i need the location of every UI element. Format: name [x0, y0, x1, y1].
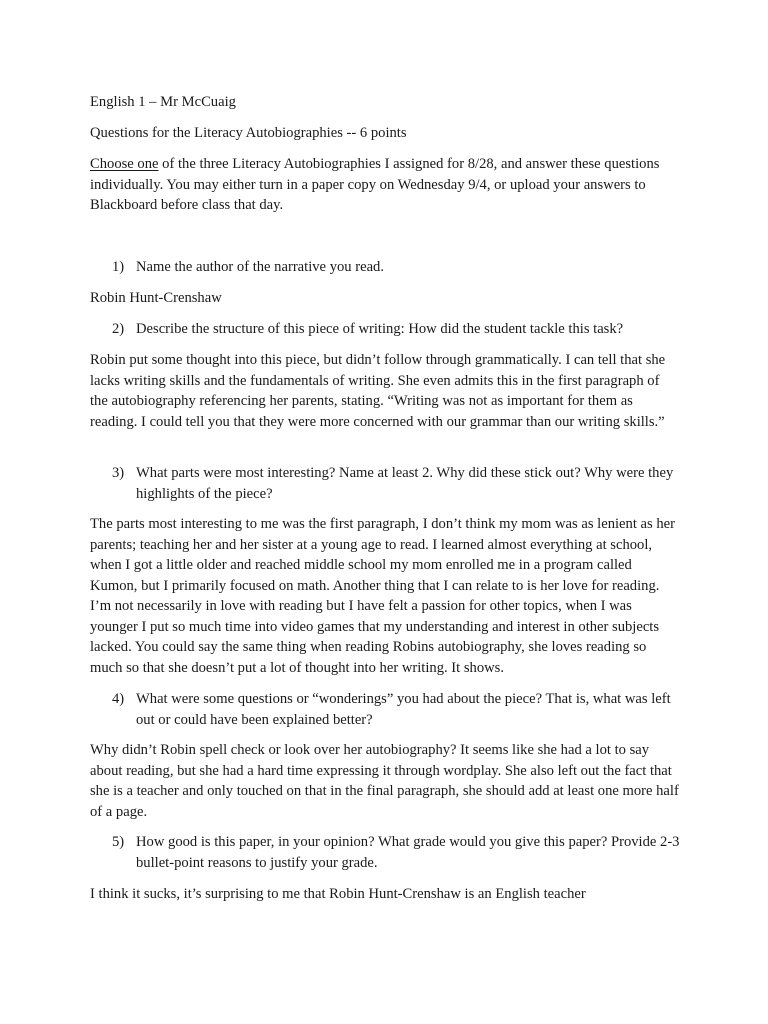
- assignment-title: Questions for the Literacy Autobiographies -- 6 points: [90, 125, 407, 141]
- answer-text: Why didn’t Robin spell check or look over her autobiography? It seems like she had a lot to say about reading, but she had a hard time expressing it through wordplay. She also left out the fact that she is a teacher and only touched on that in the final paragraph, she should add at least one more half of a page.: [90, 742, 679, 820]
- question-text: What were some questions or “wonderings” you had about the piece? That is, what was left out or could have been explained better?: [136, 691, 671, 728]
- question-number: 4): [112, 691, 125, 707]
- question-number: 3): [112, 465, 125, 481]
- question-text: What parts were most interesting? Name at least 2. Why did these stick out? Why were they highlights of the piece?: [136, 465, 674, 502]
- question-number: 2): [112, 321, 125, 337]
- answer-text: Robin Hunt-Crenshaw: [90, 290, 222, 306]
- question-number: 5): [112, 834, 125, 850]
- question-text: Describe the structure of this piece of writing: How did the student tackle this task?: [136, 321, 624, 337]
- question-text: Name the author of the narrative you read.: [136, 259, 384, 275]
- instructions-emphasis: Choose one: [90, 156, 159, 172]
- question-number: 1): [112, 259, 125, 275]
- course-title: English 1 – Mr McCuaig: [90, 94, 236, 110]
- instructions-text: of the three Literacy Autobiographies I assigned for 8/28, and answer these questions individually. You may either turn in a paper copy on Wednesday 9/4, or upload your answers to Blackboard before class that day.: [90, 156, 660, 213]
- question-text: How good is this paper, in your opinion? What grade would you give this paper? Provide 2-3 bullet-point reasons to justify your grade.: [136, 834, 680, 871]
- answer-text: Robin put some thought into this piece, but didn’t follow through grammatically. I can tell that she lacks writing skills and the fundamentals of writing. She even admits this in the first paragraph of the autobiography referencing her parents, stating. “Writing was not as important for them as reading. I could tell you that they were more concerned with our grammar than our writing skills.”: [90, 352, 666, 430]
- instructions-paragraph: [90, 154, 680, 216]
- answer-text: The parts most interesting to me was the first paragraph, I don’t think my mom was as lenient as her parents; teaching her and her sister at a young age to read. I learned almost everything at school, when I got a little older and reached middle school my mom enrolled me in a program called Kumon, but I primarily focused on math. Another thing that I can relate to is her love for reading. I’m not necessarily in love with reading but I have felt a passion for other topics, when I was younger I put so much time into video games that my understanding and interest in other subjects lacked. You could say the same thing when reading Robins autobiography, she loves reading so much so that she doesn’t put a lot of thought into her writing. It shows.: [90, 516, 675, 676]
- answer-text: I think it sucks, it’s surprising to me that Robin Hunt-Crenshaw is an English teacher: [90, 886, 586, 902]
